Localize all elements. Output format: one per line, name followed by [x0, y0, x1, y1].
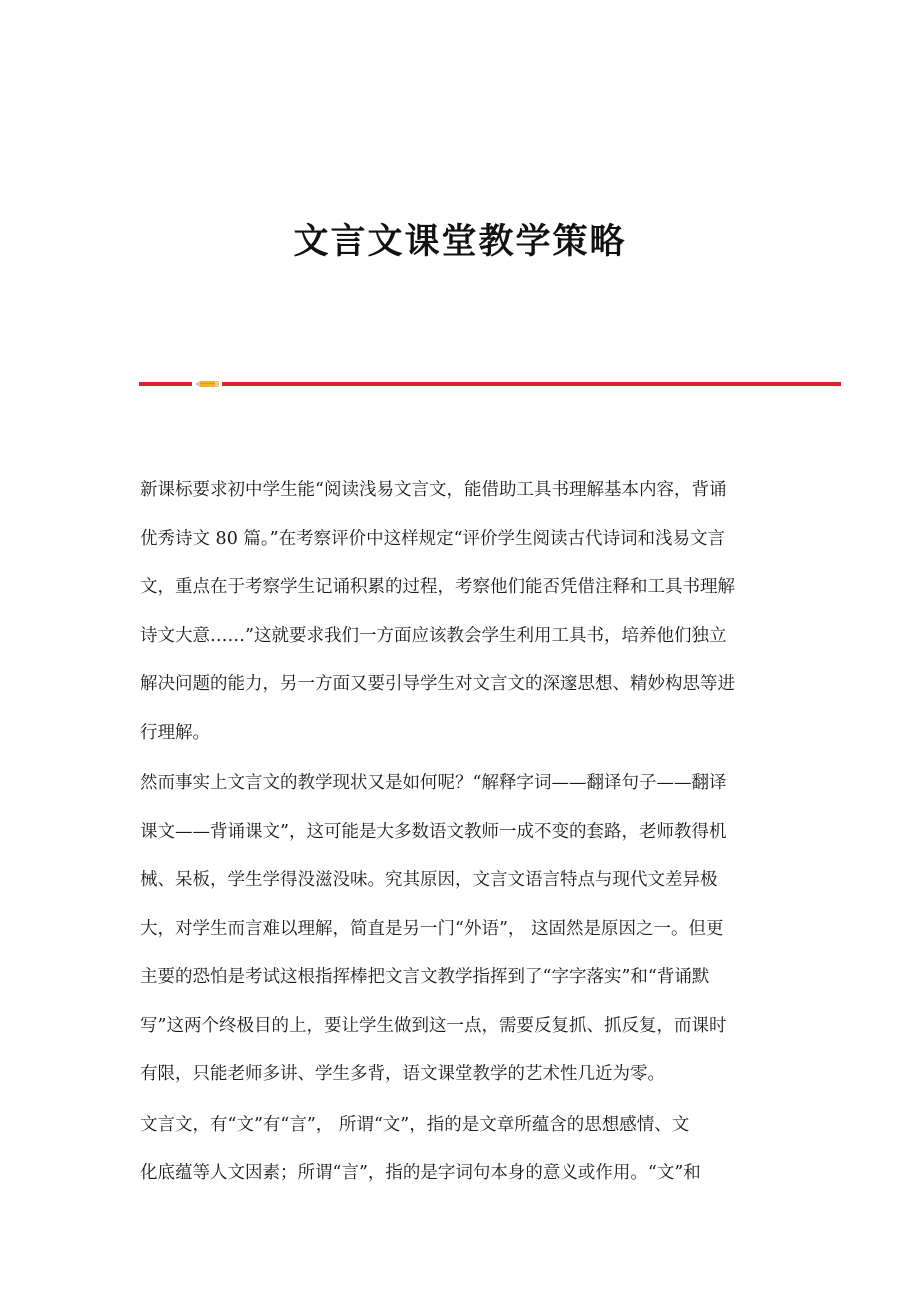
text-line: 大，对学生而言难以理解，简直是另一门“外语”， 这固然是原因之一。但更 — [140, 918, 724, 939]
title-divider — [139, 380, 841, 388]
text-line: 然而事实上文言文的教学现状又是如何呢？“解释字词——翻译句子——翻译 — [140, 773, 727, 793]
text-line: 诗文大意……”这就要求我们一方面应该教会学生利用工具书，培养他们独立 — [140, 625, 727, 646]
paragraph-2 — [140, 759, 782, 1099]
text-line: 主要的恐怕是考试这根指挥棒把文言文教学指挥到了“字字落实”和“背诵默 — [140, 967, 710, 987]
text-line: 课文——背诵课文”，这可能是大多数语文教师一成不变的套路，老师教得机 — [140, 821, 727, 842]
document-title: 文言文课堂教学策略 — [293, 221, 627, 262]
text-line: 行理解。 — [140, 722, 210, 743]
text-line: 有限，只能老师多讲、学生多背，语文课堂教学的艺术性几近为零。 — [140, 1064, 665, 1084]
text-line: 写”这两个终极目的上，要让学生做到这一点，需要反复抓、抓反复，而课时 — [140, 1015, 727, 1036]
text-line: 文，重点在于考察学生记诵积累的过程，考察他们能否凭借注释和工具书理解 — [140, 577, 735, 597]
pencil-icon — [195, 380, 219, 388]
paragraph-1 — [140, 466, 782, 757]
divider-bar-left — [139, 382, 192, 386]
paragraph-3 — [140, 1101, 782, 1198]
document-body — [140, 466, 782, 1200]
text-line: 优秀诗文 80 篇。”在考察评价中这样规定“评价学生阅读古代诗词和浅易文言 — [140, 528, 726, 549]
text-line: 化底蕴等人文因素；所谓“言”，指的是字词句本身的意义或作用。“文”和 — [140, 1163, 701, 1183]
text-line: 械、呆板，学生学得没滋没味。究其原因，文言文语言特点与现代文差异极 — [140, 870, 718, 890]
text-line: 文言文，有“文”有“言”， 所谓“文”，指的是文章所蕴含的思想感情、文 — [140, 1114, 690, 1135]
text-line: 解决问题的能力，另一方面又要引导学生对文言文的深邃思想、精妙构思等进 — [140, 674, 735, 694]
divider-bar-right — [222, 382, 841, 386]
text-line: 新课标要求初中学生能“阅读浅易文言文，能借助工具书理解基本内容，背诵 — [140, 480, 727, 500]
